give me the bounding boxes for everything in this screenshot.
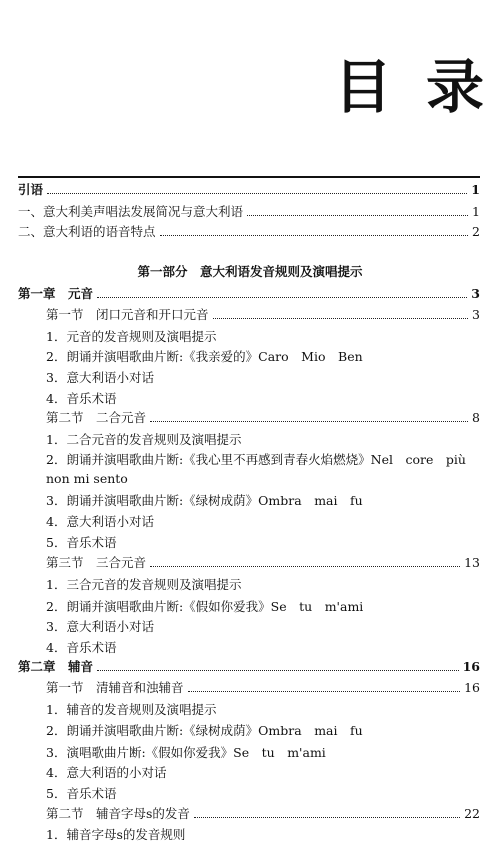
toc-entry-label: 第一章 元音	[18, 286, 94, 301]
toc-item[interactable]	[46, 763, 480, 781]
toc-entry-label: 2．朗诵并演唱歌曲片断:《我亲爱的》Caro Mio Ben	[46, 349, 363, 364]
toc-item[interactable]	[46, 743, 480, 761]
leader-dots	[160, 235, 469, 236]
toc-item[interactable]	[46, 327, 480, 345]
title-char-1: 目	[334, 53, 397, 121]
toc-entry-label: 二、意大利语的语音特点	[18, 224, 156, 239]
toc-section[interactable]	[46, 553, 480, 571]
leader-dots	[150, 421, 468, 422]
toc-chapter[interactable]	[18, 284, 480, 302]
toc-section[interactable]	[46, 678, 480, 696]
toc-page-number: 3	[472, 307, 480, 322]
toc-item[interactable]	[46, 368, 480, 386]
toc-item[interactable]	[46, 533, 480, 551]
toc-item[interactable]	[46, 721, 480, 739]
toc-item[interactable]	[46, 638, 480, 656]
toc-entry-label: 1．元音的发音规则及演唱提示	[46, 329, 217, 344]
toc-section[interactable]	[46, 408, 480, 426]
toc-section[interactable]	[46, 804, 480, 822]
toc-page-number: 16	[462, 659, 480, 674]
title-char-2: 录	[426, 53, 489, 121]
toc-entry-label: 4．意大利语的小对话	[46, 765, 167, 780]
top-rule	[18, 176, 480, 178]
toc-item[interactable]	[46, 389, 480, 407]
toc-entry[interactable]	[18, 222, 480, 240]
leader-dots	[97, 670, 459, 671]
toc-item[interactable]	[46, 575, 480, 593]
toc-item[interactable]	[46, 700, 480, 718]
toc-page-number: 1	[471, 182, 480, 197]
toc-item[interactable]	[46, 471, 480, 486]
toc-entry[interactable]	[18, 202, 480, 220]
toc-item[interactable]	[46, 450, 480, 468]
toc-entry-label: 3．意大利语小对话	[46, 370, 154, 385]
toc-entry-label: 4．音乐术语	[46, 391, 117, 406]
toc-entry-label: 5．音乐术语	[46, 786, 117, 801]
toc-entry-label: 4．音乐术语	[46, 640, 117, 655]
leader-dots	[150, 566, 460, 567]
toc-entry-label: 1．辅音字母s的发音规则	[46, 827, 186, 842]
toc-entry-label: 1．二合元音的发音规则及演唱提示	[46, 432, 242, 447]
toc-entry-label: 3．演唱歌曲片断:《假如你爱我》Se tu m'ami	[46, 745, 326, 760]
toc-entry-label: 3．意大利语小对话	[46, 619, 154, 634]
toc-entry-label: 第二节 二合元音	[46, 410, 147, 425]
leader-dots	[194, 817, 460, 818]
toc-item[interactable]	[46, 347, 480, 365]
toc-entry-label: 2．朗诵并演唱歌曲片断:《绿树成荫》Ombra mai fu	[46, 723, 363, 738]
leader-dots	[188, 691, 461, 692]
toc-entry-label: 引语	[18, 182, 44, 197]
toc-item[interactable]	[46, 597, 480, 615]
toc-entry-label: 5．音乐术语	[46, 535, 117, 550]
toc-entry-label: 2．朗诵并演唱歌曲片断:《我心里不再感到青春火焰燃烧》Nel core più	[46, 452, 466, 467]
toc-section[interactable]	[46, 305, 480, 323]
leader-dots	[47, 193, 467, 194]
leader-dots	[247, 215, 468, 216]
toc-page-number: 22	[464, 806, 480, 821]
toc-entry-label: 第一节 闭口元音和开口元音	[46, 307, 209, 322]
leader-dots	[213, 318, 469, 319]
toc-entry-label: 第二节 辅音字母s的发音	[46, 806, 190, 821]
toc-item[interactable]	[46, 430, 480, 448]
toc-entry-label: non mi sento	[46, 471, 128, 486]
leader-dots	[97, 297, 467, 298]
toc-item[interactable]	[46, 825, 480, 843]
toc-page-number: 13	[464, 555, 480, 570]
toc-entry-label: 第三节 三合元音	[46, 555, 147, 570]
toc-page-number: 16	[464, 680, 480, 695]
part-heading: 第一部分 意大利语发音规则及演唱提示	[137, 264, 363, 279]
toc-item[interactable]	[46, 784, 480, 802]
toc-entry-label: 第二章 辅音	[18, 659, 94, 674]
toc-item[interactable]	[46, 491, 480, 509]
toc-entry-label: 3．朗诵并演唱歌曲片断:《绿树成荫》Ombra mai fu	[46, 493, 363, 508]
toc-chapter[interactable]	[18, 657, 480, 675]
toc-item[interactable]	[46, 512, 480, 530]
toc-entry-label: 第一节 清辅音和浊辅音	[46, 680, 184, 695]
toc-page-number: 8	[472, 410, 480, 425]
toc-page-number: 2	[472, 224, 480, 239]
toc-entry-intro[interactable]	[18, 180, 480, 198]
page-title	[334, 40, 488, 124]
toc-entry-label: 2．朗诵并演唱歌曲片断:《假如你爱我》Se tu m'ami	[46, 599, 364, 614]
toc-page-number: 3	[471, 286, 480, 301]
toc-entry-label: 1．辅音的发音规则及演唱提示	[46, 702, 217, 717]
toc-item[interactable]	[46, 617, 480, 635]
toc-entry-label: 1．三合元音的发音规则及演唱提示	[46, 577, 242, 592]
toc-entry-label: 一、意大利美声唱法发展简况与意大利语	[18, 204, 244, 219]
toc-entry-label: 4．意大利语小对话	[46, 514, 154, 529]
toc-page-number: 1	[472, 204, 480, 219]
